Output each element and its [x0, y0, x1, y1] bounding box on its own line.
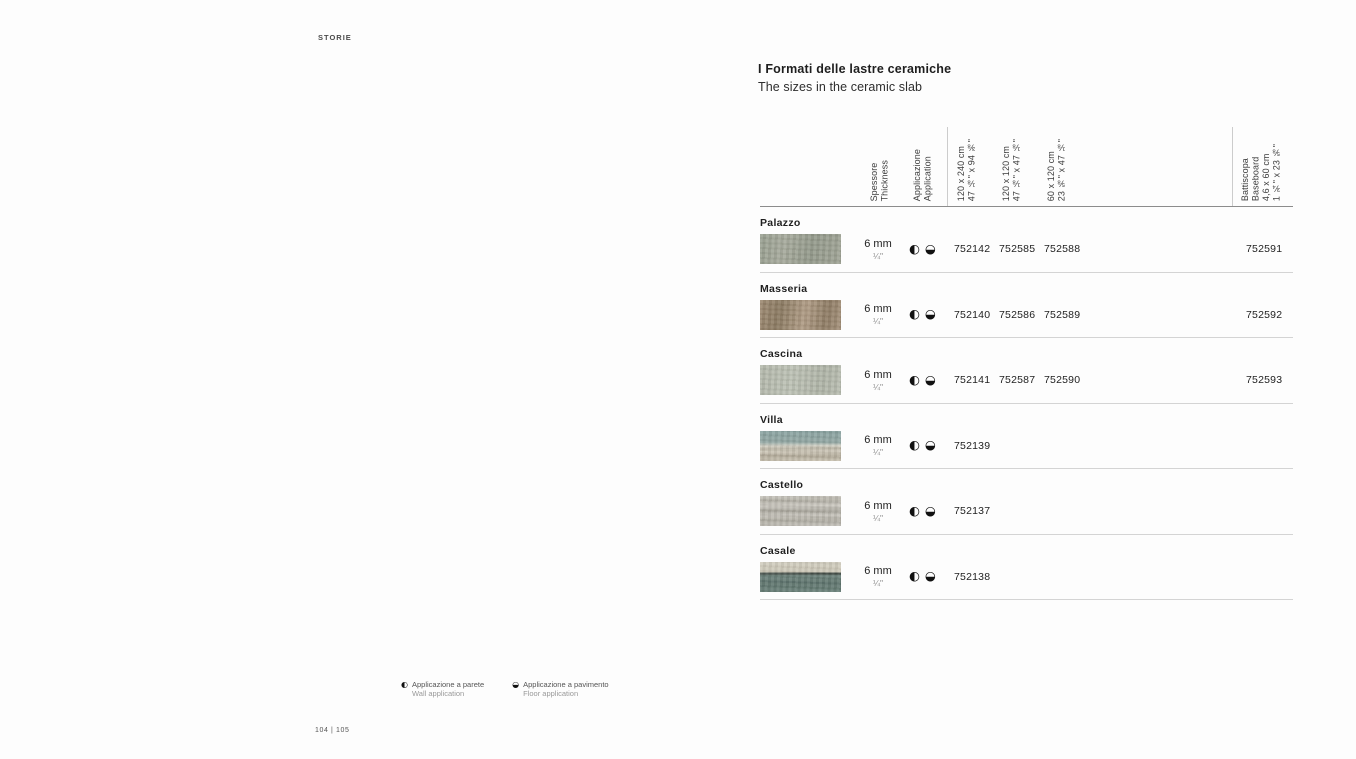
- legend-text: [523, 680, 608, 698]
- legend-label-it: Applicazione a pavimento: [523, 680, 609, 689]
- page-subtitle: The sizes in the ceramic slab: [758, 80, 923, 94]
- product-swatch: [760, 431, 841, 461]
- column-header-line: 47 ⅛" x 94 ⅜": [966, 138, 977, 201]
- header-divider-right: [1232, 127, 1233, 206]
- floor-application-icon: ◒: [924, 240, 936, 256]
- code-120x120: 752587: [999, 374, 1036, 386]
- legend: [401, 680, 609, 698]
- floor-application-icon: ◒: [512, 680, 520, 689]
- legend-label-en: Wall application: [411, 689, 465, 698]
- product-swatch: [760, 496, 841, 526]
- code-baseboard: 752592: [1246, 308, 1283, 321]
- table-header: [760, 127, 1293, 207]
- column-header-thickness: [869, 160, 890, 201]
- application-icons: [909, 562, 936, 592]
- column-header-line: 60 x 120 cm: [1046, 150, 1056, 201]
- product-swatch: [760, 365, 841, 395]
- column-header-line: Application: [922, 155, 933, 201]
- page-title: I Formati delle lastre ceramiche: [758, 62, 952, 76]
- thickness-inches: ¼": [872, 512, 884, 523]
- application-icons: [909, 300, 936, 330]
- application-icons: [909, 365, 936, 395]
- application-icons: [909, 496, 936, 526]
- product-name: Cascina: [760, 348, 803, 360]
- title-block: [758, 62, 951, 94]
- thickness-cell: [848, 300, 908, 330]
- code-60x120: 752588: [1044, 243, 1081, 255]
- column-header-60x120: [1046, 139, 1067, 201]
- floor-application-icon: ◒: [924, 568, 936, 584]
- column-header-line: 4,6 x 60 cm: [1261, 153, 1271, 201]
- column-header-line: Baseboard: [1250, 156, 1261, 201]
- column-header-baseboard: [1240, 144, 1282, 201]
- column-header-line: Applicazione: [912, 148, 922, 201]
- code-baseboard: 752591: [1246, 243, 1283, 255]
- thickness-cell: [848, 431, 908, 461]
- wall-application-icon: ◐: [909, 306, 920, 322]
- code-120x240: 752139: [954, 439, 991, 452]
- column-header-120x120: [1001, 139, 1022, 201]
- code-120x240: 752142: [954, 243, 991, 255]
- application-icons: [909, 234, 936, 264]
- code-120x240: 752137: [954, 505, 991, 517]
- thickness-mm: 6 mm: [864, 434, 892, 446]
- thickness-inches: ¼": [872, 250, 884, 261]
- wall-application-icon: ◐: [909, 502, 920, 518]
- table-row: [760, 469, 1293, 535]
- code-120x120: 752585: [999, 243, 1036, 255]
- column-header-120x240: [956, 139, 977, 201]
- wall-application-icon: ◐: [909, 371, 920, 387]
- floor-application-icon: ◒: [924, 437, 936, 453]
- floor-application-icon: ◒: [924, 306, 936, 322]
- product-name: Castello: [760, 479, 804, 491]
- column-header-line: 120 x 120 cm: [1001, 145, 1011, 201]
- column-header-line: 120 x 240 cm: [956, 145, 966, 201]
- floor-application-icon: ◒: [924, 371, 936, 387]
- thickness-mm: 6 mm: [864, 499, 892, 512]
- legend-label-en: Floor application: [523, 689, 579, 698]
- product-name: Masseria: [760, 282, 808, 295]
- wall-application-icon: ◐: [401, 680, 408, 689]
- thickness-cell: [848, 234, 908, 264]
- legend-label-it: Applicazione a parete: [411, 680, 485, 689]
- column-header-line: 47 ⅛" x 47 ⅛": [1011, 138, 1022, 201]
- thickness-inches: ¼": [872, 381, 884, 392]
- column-header-line: 23 ⅝" x 47 ⅛": [1056, 138, 1067, 201]
- thickness-cell: [848, 365, 908, 395]
- code-60x120: 752590: [1044, 374, 1081, 386]
- thickness-inches: ¼": [872, 578, 884, 588]
- column-header-line: Thickness: [879, 159, 890, 201]
- wall-application-icon: ◐: [909, 437, 920, 453]
- legend-text: [412, 680, 484, 698]
- code-120x240: 752141: [954, 374, 991, 386]
- product-swatch: [760, 300, 841, 330]
- legend-item-wall: [401, 680, 484, 698]
- column-header-application: [912, 149, 933, 201]
- thickness-cell: [848, 496, 908, 526]
- thickness-mm: 6 mm: [864, 303, 892, 315]
- code-60x120: 752589: [1044, 308, 1081, 321]
- table-row: [760, 338, 1293, 404]
- thickness-mm: 6 mm: [864, 368, 892, 381]
- thickness-mm: 6 mm: [864, 565, 892, 577]
- product-name: Palazzo: [760, 217, 801, 229]
- legend-item-floor: [512, 680, 608, 698]
- product-name: Villa: [760, 413, 783, 426]
- application-icons: [909, 431, 936, 461]
- header-divider-left: [947, 127, 948, 206]
- thickness-cell: [848, 562, 908, 592]
- table-row: [760, 207, 1293, 273]
- wall-application-icon: ◐: [909, 240, 920, 256]
- floor-application-icon: ◒: [924, 502, 936, 518]
- product-swatch: [760, 234, 841, 264]
- product-name: Casale: [760, 544, 796, 557]
- thickness-mm: 6 mm: [864, 237, 892, 250]
- code-120x120: 752586: [999, 308, 1036, 321]
- thickness-inches: ¼": [872, 447, 884, 457]
- wall-application-icon: ◐: [909, 568, 920, 584]
- product-swatch: [760, 562, 841, 592]
- brand-label: STORIE: [318, 33, 352, 42]
- thickness-inches: ¼": [872, 316, 884, 326]
- code-120x240: 752138: [954, 570, 991, 583]
- column-header-line: Battiscopa: [1240, 157, 1250, 201]
- formats-table: [760, 127, 1293, 600]
- code-baseboard: 752593: [1246, 374, 1283, 386]
- page-numbers: 104 | 105: [315, 727, 350, 734]
- table-rows: [760, 207, 1293, 600]
- table-row: [760, 273, 1293, 339]
- table-row: [760, 404, 1293, 470]
- column-header-line: Spessore: [869, 162, 879, 201]
- column-header-line: 1 ¾" x 23 ⅝": [1271, 143, 1282, 201]
- table-row: [760, 535, 1293, 601]
- code-120x240: 752140: [954, 308, 991, 321]
